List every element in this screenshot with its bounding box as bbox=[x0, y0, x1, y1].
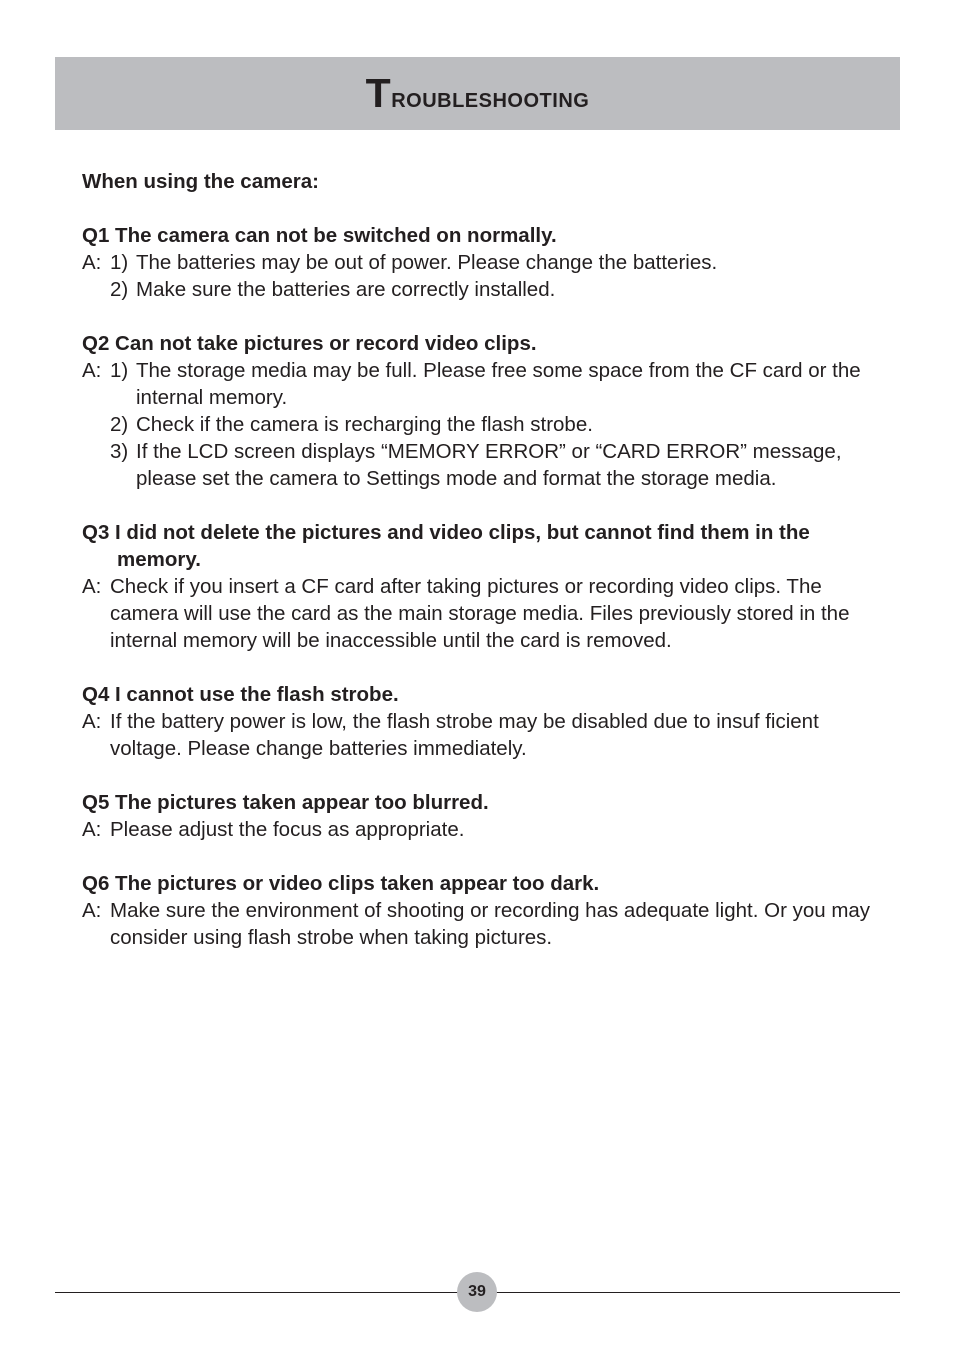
item-text: The storage media may be full. Please free some space from the CF card or the internal memory. bbox=[136, 359, 861, 409]
answer-3 bbox=[82, 573, 882, 654]
answer-label: A: bbox=[82, 251, 102, 274]
item-text: If the LCD screen displays “MEMORY ERROR” or “CARD ERROR” message, please set the camera to Settings mode and format the storage media. bbox=[136, 440, 842, 490]
answer-1 bbox=[82, 249, 882, 303]
answer-label: A: bbox=[82, 899, 102, 922]
answer-text: Check if you insert a CF card after taking pictures or recording video clips. The camera will use the card as the main storage media. Files previously stored in the internal memory will be inaccessible until the card is removed. bbox=[110, 575, 850, 652]
answer-text: If the battery power is low, the flash strobe may be disabled due to insuf ficient voltage. Please change batteries immediately. bbox=[110, 710, 819, 760]
page-number-badge bbox=[457, 1272, 497, 1312]
answer-5 bbox=[82, 816, 882, 843]
item-number: 3) bbox=[110, 440, 129, 463]
item-number: 1) bbox=[110, 251, 129, 274]
question-4: Q4 I cannot use the flash strobe. bbox=[82, 683, 399, 706]
header-banner bbox=[55, 57, 900, 130]
qa-item-4 bbox=[82, 681, 882, 762]
qa-item-6 bbox=[82, 870, 882, 951]
answer-item bbox=[110, 411, 882, 438]
question-5: Q5 The pictures taken appear too blurred. bbox=[82, 791, 489, 814]
answer-item bbox=[110, 438, 882, 492]
answer-label: A: bbox=[82, 710, 102, 733]
answer-item bbox=[110, 276, 882, 303]
answer-item bbox=[110, 357, 882, 411]
qa-item-5 bbox=[82, 789, 882, 843]
section-intro: When using the camera: bbox=[82, 170, 319, 193]
page-number: 39 bbox=[468, 1283, 486, 1300]
answer-label: A: bbox=[82, 818, 102, 841]
answer-item bbox=[110, 249, 882, 276]
item-text: The batteries may be out of power. Please change the batteries. bbox=[136, 251, 718, 274]
answer-4 bbox=[82, 708, 882, 762]
page-title-initial: T bbox=[365, 70, 392, 116]
page-title-rest: roubleshooting bbox=[391, 82, 590, 113]
answer-6 bbox=[82, 897, 882, 951]
question-3: Q3 I did not delete the pictures and video clips, but cannot find them in the memory. bbox=[82, 521, 810, 571]
item-number: 2) bbox=[110, 413, 129, 436]
question-2: Q2 Can not take pictures or record video clips. bbox=[82, 332, 537, 355]
qa-item-3 bbox=[82, 519, 882, 654]
item-number: 1) bbox=[110, 359, 129, 382]
answer-list bbox=[110, 249, 882, 303]
qa-item-1 bbox=[82, 222, 882, 303]
question-1: Q1 The camera can not be switched on normally. bbox=[82, 224, 557, 247]
answer-label: A: bbox=[82, 575, 102, 598]
item-text: Check if the camera is recharging the flash strobe. bbox=[136, 413, 593, 436]
answer-text: Please adjust the focus as appropriate. bbox=[110, 818, 465, 841]
page-title bbox=[366, 70, 590, 117]
item-number: 2) bbox=[110, 278, 129, 301]
answer-list bbox=[110, 357, 882, 492]
question-6: Q6 The pictures or video clips taken appear too dark. bbox=[82, 872, 600, 895]
answer-2 bbox=[82, 357, 882, 492]
answer-label: A: bbox=[82, 359, 102, 382]
qa-item-2 bbox=[82, 330, 882, 492]
troubleshooting-content bbox=[82, 168, 882, 978]
answer-text: Make sure the environment of shooting or recording has adequate light. Or you may consider using flash strobe when taking pictures. bbox=[110, 899, 871, 949]
item-text: Make sure the batteries are correctly installed. bbox=[136, 278, 556, 301]
